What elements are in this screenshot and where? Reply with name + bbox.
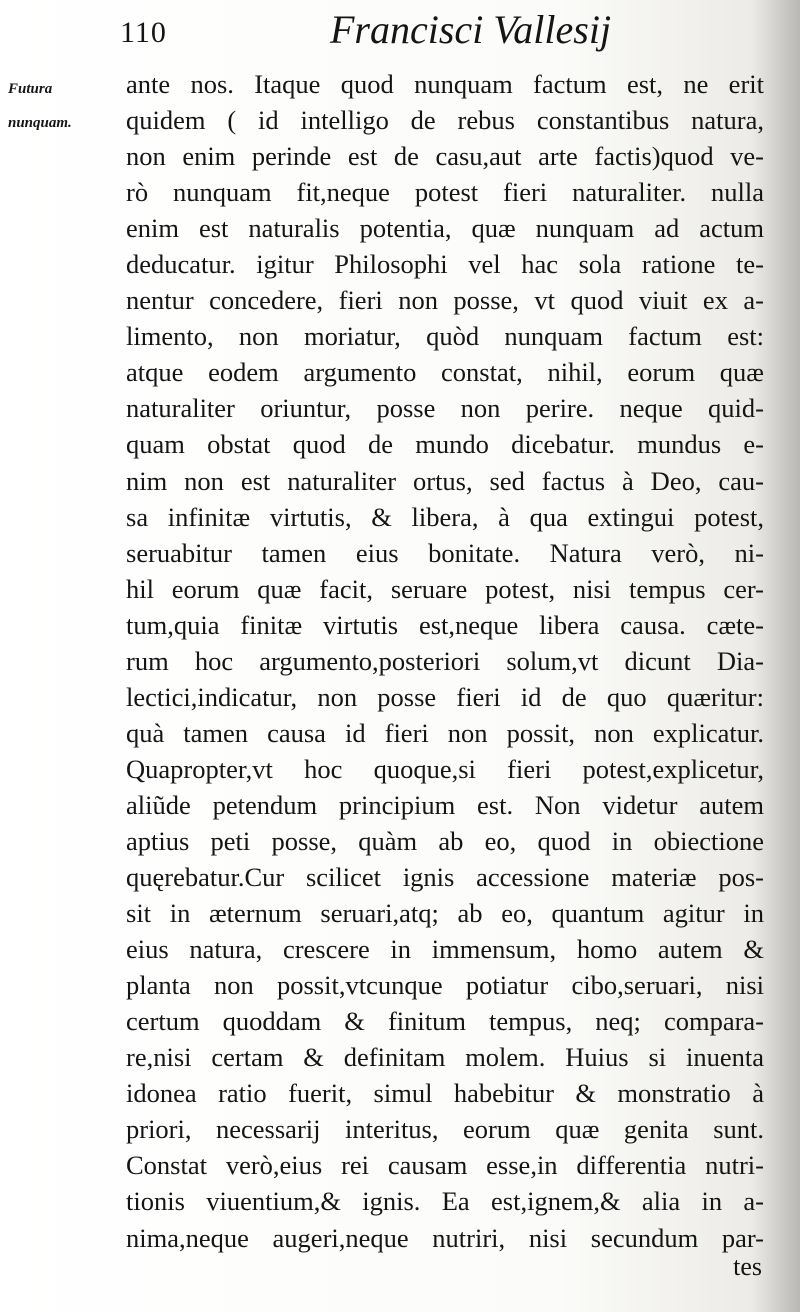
text-line: priori, necessarij interitus, eorum quæ genita sunt. (126, 1114, 764, 1145)
text-line: re,nisi certam & definitam molem. Huius si inuenta (126, 1042, 764, 1073)
body-text (126, 66, 764, 1256)
text-line: nima,neque augeri,neque nutriri, nisi secundum par- (126, 1222, 764, 1253)
text-line: enim est naturalis potentia, quæ nunquam ad actum (126, 213, 764, 244)
text-line: hil eorum quæ facit, seruare potest, nisi tempus cer- (126, 573, 764, 604)
text-line: sa infinitæ virtutis, & libera, à qua extingui potest, (126, 501, 764, 532)
text-line: eius natura, crescere in immensum, homo autem & (126, 934, 764, 965)
text-line: tionis viuentium,& ignis. Ea est,ignem,& alia in a- (126, 1186, 764, 1217)
text-line: quidem ( id intelligo de rebus constantibus natura, (126, 105, 764, 136)
text-line: aliũde petendum principium est. Non videtur autem (126, 789, 764, 820)
text-line: lectici,indicatur, non posse fieri id de quo quæritur: (126, 681, 764, 712)
text-line: non enim perinde est de casu,aut arte factis)quod ve- (126, 141, 764, 172)
text-line: nim non est naturaliter ortus, sed factus à Deo, cau- (126, 465, 764, 496)
margin-note: nunquam. (8, 115, 72, 131)
text-line: tum,quia finitæ virtutis est,neque libera causa. cæte- (126, 609, 764, 640)
text-line: limento, non moriatur, quòd nunquam factum est: (126, 321, 764, 352)
page-number: 110 (120, 16, 167, 49)
text-line: Quapropter,vt hoc quoque,si fieri potest,explicetur, (126, 753, 764, 784)
text-line: seruabitur tamen eius bonitate. Natura verò, ni- (126, 537, 764, 568)
catchword: tes (733, 1252, 762, 1281)
text-line: ante nos. Itaque quod nunquam factum est, ne erit (126, 69, 764, 99)
text-line: rò nunquam fit,neque potest fieri naturaliter. nulla (126, 177, 764, 208)
text-line: planta non possit,vtcunque potiatur cibo,seruari, nisi (126, 970, 764, 1001)
running-head: Francisci Vallesij (330, 7, 612, 52)
text-line: Constat verò,eius rei causam esse,in differentia nutri- (126, 1150, 764, 1181)
text-line: deducatur. igitur Philosophi vel hac sola ratione te- (126, 249, 764, 280)
margin-note: Futura (8, 81, 53, 97)
margin-notes (8, 72, 120, 140)
text-line: sit in æternum seruari,atq; ab eo, quantum agitur in (126, 898, 764, 929)
text-line: aptius peti posse, quàm ab eo, quod in obiectione (126, 825, 764, 856)
text-line: rum hoc argumento,posteriori solum,vt dicunt Dia- (126, 645, 764, 676)
text-line: naturaliter oriuntur, posse non perire. neque quid- (126, 393, 764, 424)
text-line: quęrebatur.Cur scilicet ignis accessione materiæ pos- (126, 862, 764, 893)
text-line: idonea ratio fuerit, simul habebitur & monstratio à (126, 1078, 764, 1109)
text-line: atque eodem argumento constat, nihil, eorum quæ (126, 357, 764, 388)
page-header (0, 6, 800, 52)
text-line: certum quoddam & finitum tempus, neq; compara- (126, 1006, 764, 1037)
text-line: nentur concedere, fieri non posse, vt quod viuit ex a- (126, 285, 764, 316)
text-line: quam obstat quod de mundo dicebatur. mundus e- (126, 429, 764, 460)
text-line: quà tamen causa id fieri non possit, non explicatur. (126, 717, 764, 748)
